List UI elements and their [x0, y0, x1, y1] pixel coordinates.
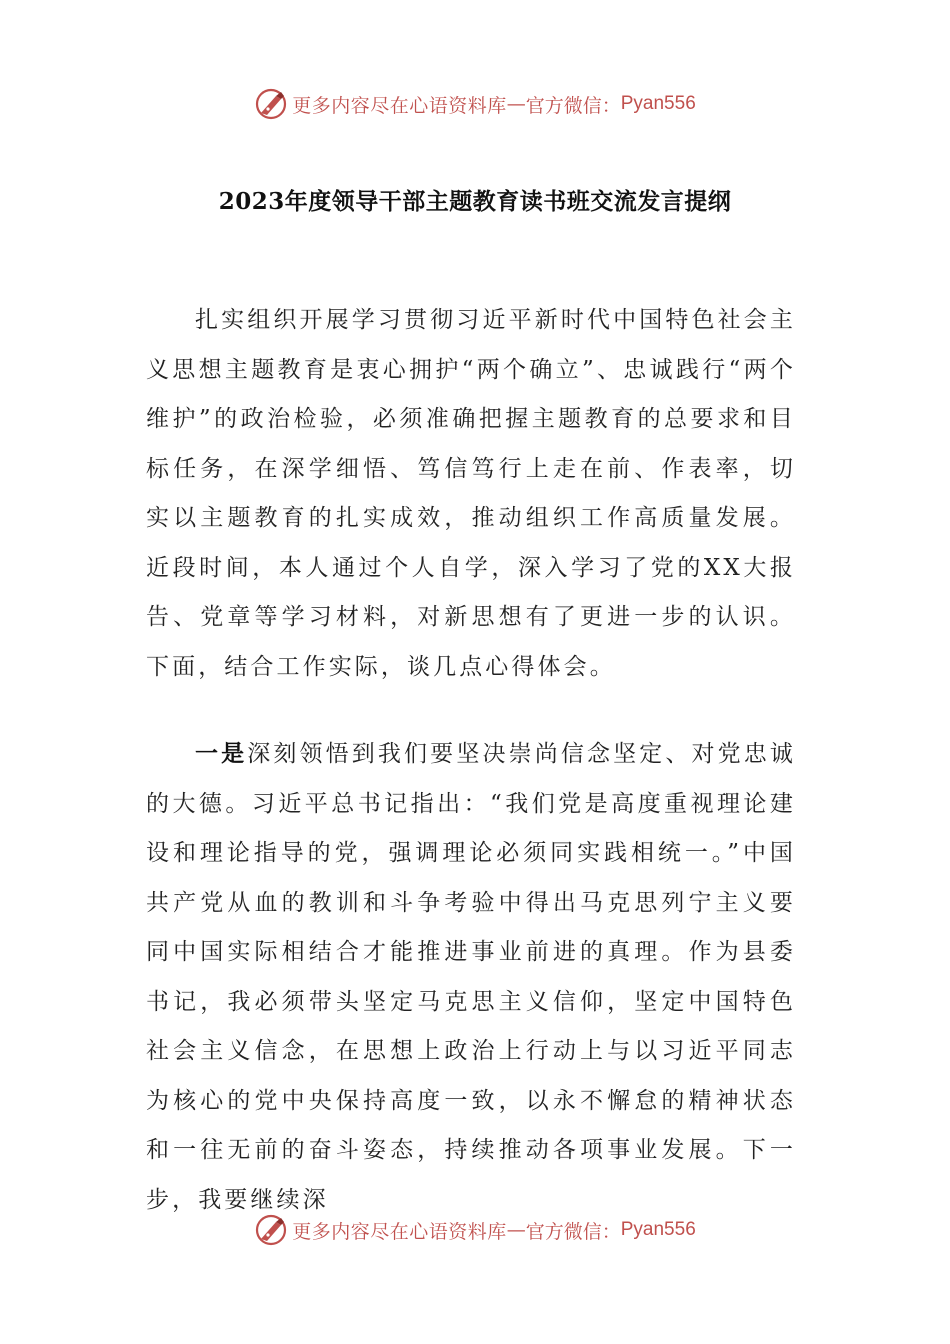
header-banner-text: 更多内容尽在心语资料库: [292, 94, 507, 117]
footer-banner: [0, 1210, 950, 1250]
footer-banner-dash: —: [506, 1219, 526, 1241]
header-banner-label: 官方微信：: [525, 94, 621, 117]
header-wechat-id: Pyan556: [620, 93, 696, 114]
header-banner-dash: —: [506, 93, 526, 115]
pen-nib-circle-logo-icon: [254, 1213, 288, 1247]
paragraph-point-one: [146, 729, 796, 1213]
document-title: 2023年度领导干部主题教育读书班交流发言提纲: [218, 188, 732, 215]
footer-wechat-id: Pyan556: [620, 1219, 696, 1240]
paragraph-point-one-body: 深刻领悟到我们要坚决崇尚信念坚定、对党忠诚的大德。习近平总书记指出：“我们党是高度重视理论建设和理论指导的党，强调理论必须同实践相统一。”中国共产党从血的教训和斗争考验中得出马克思列宁主义要同中国实际相结合才能推进事业前进的真理。作为县委书记，我必须带头坚定马克思主义信仰，坚定中国特色社会主义信念，在思想上政治上行动上与以习近平同志为核心的党中央保持高度一致，以永不懈怠的精神状态和一往无前的奋斗姿态，持续推动各项事业发展。下一步，我要继续深: [146, 741, 796, 1213]
footer-banner-text: 更多内容尽在心语资料库: [292, 1220, 507, 1243]
paragraph-lead: 一是: [195, 740, 248, 767]
paragraph-intro: 扎实组织开展学习贯彻习近平新时代中国特色社会主义思想主题教育是衷心拥护“两个确立”、忠诚践行“两个维护”的政治检验，必须准确把握主题教育的总要求和目标任务，在深学细悟、笃信笃行上走在前、作表率，切实以主题教育的扎实成效，推动组织工作高质量发展。近段时间，本人通过个人自学，深入学习了党的XX大报告、党章等学习材料，对新思想有了更进一步的认识。下面，结合工作实际，谈几点心得体会。: [146, 307, 796, 680]
footer-banner-label: 官方微信：: [525, 1220, 621, 1243]
header-banner: [0, 84, 950, 124]
pen-nib-circle-logo-icon: [254, 87, 288, 121]
